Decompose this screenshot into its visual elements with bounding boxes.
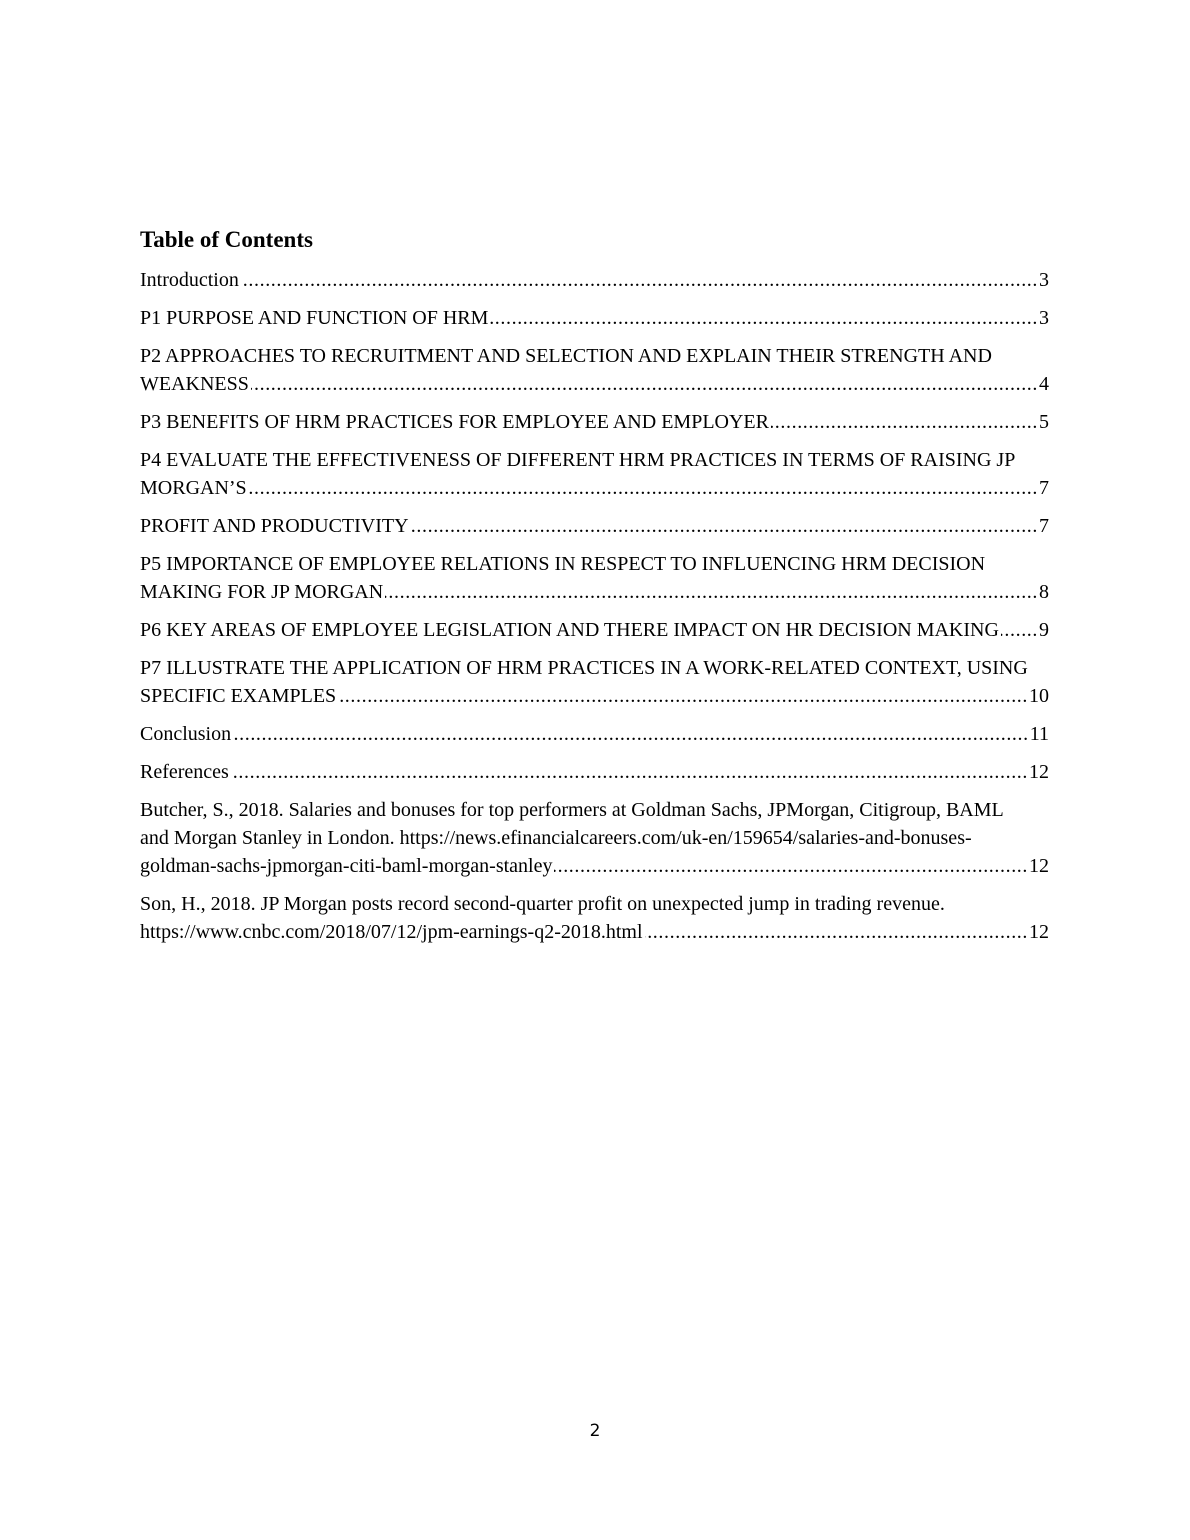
toc-entry-page: 7	[1038, 512, 1049, 540]
toc-entry-p4[interactable]	[140, 446, 1049, 502]
toc-entry-label: PROFIT AND PRODUCTIVITY	[140, 515, 409, 537]
toc-entry-label: P3 BENEFITS OF HRM PRACTICES FOR EMPLOYEE AND EMPLOYER	[140, 411, 769, 433]
toc-entry-label: Butcher, S., 2018. Salaries and bonuses for top performers at Goldman Sachs, JPMorgan, Citigroup, BAML and Morgan Stanley in London. https://news.efinancialcareers.com/uk-en/159654/salaries-and-bonuses-goldman-sachs-jpmorgan-citi-baml-morgan-stanley	[140, 799, 1004, 877]
toc-entry-p3[interactable]	[140, 408, 1049, 436]
toc-entry-p2[interactable]	[140, 342, 1049, 398]
toc-entry-page: 12	[1028, 918, 1049, 946]
toc-entry-page: 3	[1038, 304, 1049, 332]
page-number: 2	[589, 1421, 601, 1441]
toc-entry-label: Introduction	[140, 269, 239, 291]
toc-entry-label: P6 KEY AREAS OF EMPLOYEE LEGISLATION AND THERE IMPACT ON HR DECISION MAKING	[140, 619, 999, 641]
toc-entry-label: P2 APPROACHES TO RECRUITMENT AND SELECTION AND EXPLAIN THEIR STRENGTH AND WEAKNESS	[140, 345, 992, 395]
toc-entry-label: P1 PURPOSE AND FUNCTION OF HRM	[140, 307, 489, 329]
toc-entry-page: 12	[1028, 758, 1049, 786]
toc-entry-introduction[interactable]	[140, 266, 1049, 294]
toc-entry-page: 8	[1038, 578, 1049, 606]
toc-entry-conclusion[interactable]	[140, 720, 1049, 748]
toc-entry-references[interactable]	[140, 758, 1049, 786]
toc-entry-p7[interactable]	[140, 654, 1049, 710]
document-body	[140, 226, 1049, 956]
toc-entry-profit-productivity[interactable]	[140, 512, 1049, 540]
toc-entry-label: P7 ILLUSTRATE THE APPLICATION OF HRM PRACTICES IN A WORK-RELATED CONTEXT, USING SPECIFIC EXAMPLES	[140, 657, 1028, 707]
toc-entry-p1[interactable]	[140, 304, 1049, 332]
toc-entry-page: 5	[1038, 408, 1049, 436]
toc-entry-label: P4 EVALUATE THE EFFECTIVENESS OF DIFFERENT HRM PRACTICES IN TERMS OF RAISING JP MORGAN’S	[140, 449, 1016, 499]
toc-entry-page: 9	[1038, 616, 1049, 644]
toc-entry-page: 4	[1038, 370, 1049, 398]
toc-entry-label: Son, H., 2018. JP Morgan posts record second-quarter profit on unexpected jump in trading revenue. https://www.cnbc.com/2018/07/12/jpm-earnings-q2-2018.html	[140, 893, 945, 943]
toc-entry-page: 12	[1028, 852, 1049, 880]
toc-entry-page: 3	[1038, 266, 1049, 294]
toc-entry-reference-butcher[interactable]	[140, 796, 1049, 880]
toc-entry-p5[interactable]	[140, 550, 1049, 606]
toc-entry-reference-son[interactable]	[140, 890, 1049, 946]
toc-entry-label: Conclusion	[140, 723, 232, 745]
toc-entry-page: 11	[1029, 720, 1049, 748]
toc-entry-label: References	[140, 761, 229, 783]
toc-entry-page: 10	[1028, 682, 1049, 710]
toc-entry-label: P5 IMPORTANCE OF EMPLOYEE RELATIONS IN RESPECT TO INFLUENCING HRM DECISION MAKING FOR JP MORGAN	[140, 553, 986, 603]
toc-entry-page: 7	[1038, 474, 1049, 502]
toc-list	[140, 266, 1049, 946]
toc-title: Table of Contents	[140, 227, 313, 252]
toc-entry-p6[interactable]	[140, 616, 1049, 644]
